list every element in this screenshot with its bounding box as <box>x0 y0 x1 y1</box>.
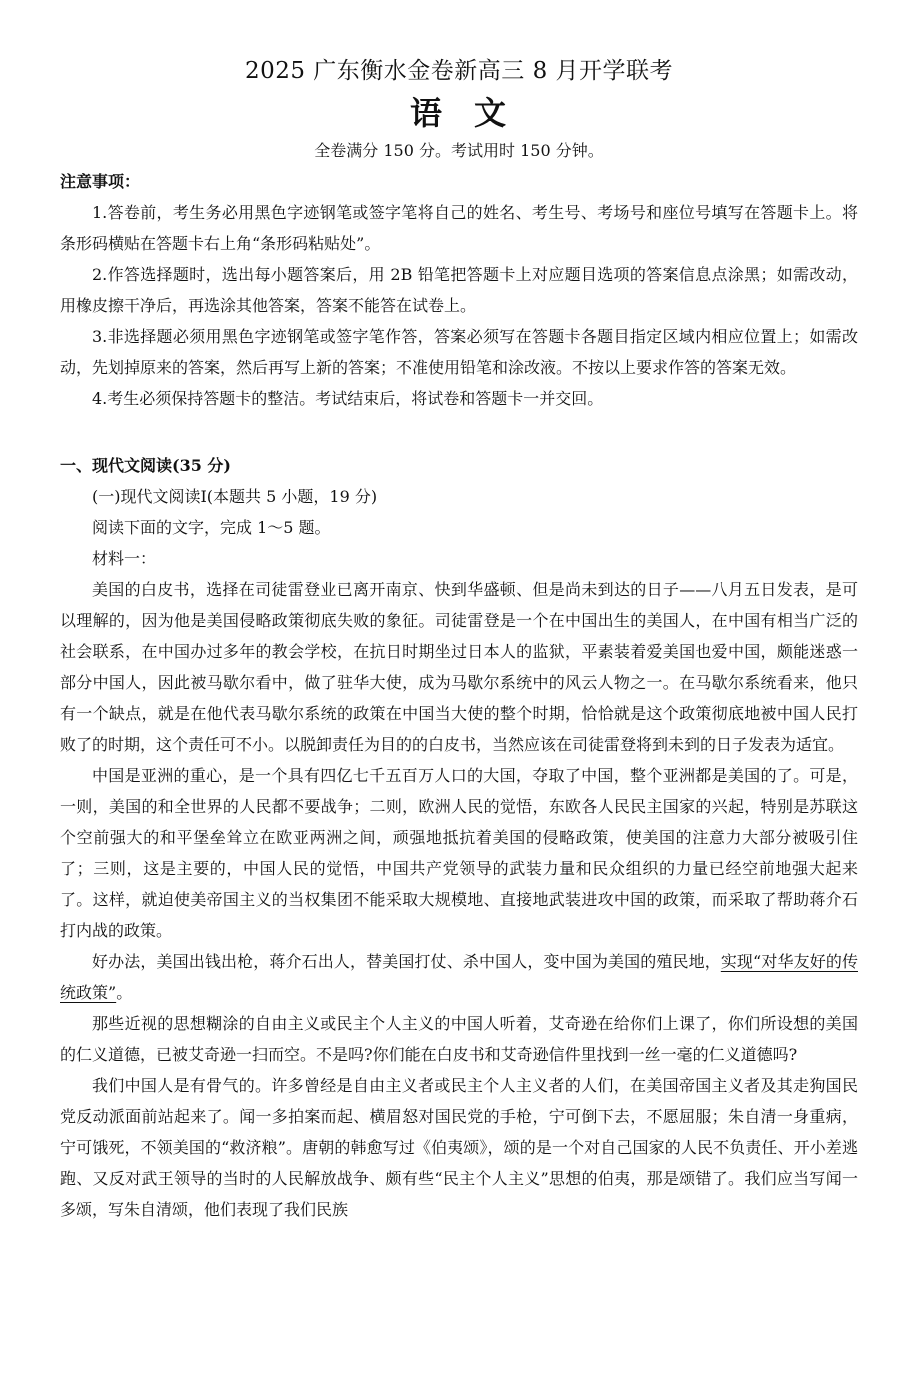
notice-item: 2.作答选择题时，选出每小题答案后，用 2B 铅笔把答题卡上对应题目选项的答案信息点涂黑；如需改动，用橡皮擦干净后，再选涂其他答案，答案不能答在试卷上。 <box>60 265 858 315</box>
material-paragraph <box>60 946 858 1008</box>
notice-item: 1.答卷前，考生务必用黑色字迹钢笔或签字笔将自己的姓名、考生号、考场号和座位号填写在答题卡上。将条形码横贴在答题卡右上角“条形码粘贴处”。 <box>60 203 858 253</box>
exam-title: 2025 广东衡水金卷新高三 8 月开学联考 <box>244 58 674 84</box>
paragraph-text: 好办法，美国出钱出枪，蒋介石出人，替美国打仗、杀中国人，变中国为美国的殖民地， <box>92 952 721 971</box>
reading-section <box>60 450 858 1225</box>
section-heading: 一、现代文阅读(35 分) <box>60 456 231 475</box>
score-info: 全卷满分 150 分。考试用时 150 分钟。 <box>314 141 604 160</box>
notice-item: 4.考生必须保持答题卡的整洁。考试结束后，将试卷和答题卡一并交回。 <box>92 389 604 408</box>
notice-block <box>60 166 858 414</box>
underlined-phrase: 实现“对华友好的传统政策” <box>60 952 858 1002</box>
section-subheading: (一)现代文阅读Ⅰ(本题共 5 小题，19 分) <box>92 487 378 506</box>
notice-item: 3.非选择题必须用黑色字迹钢笔或签字笔作答，答案必须写在答题卡各题目指定区域内相应位置上；如需改动，先划掉原来的答案，然后再写上新的答案；不准使用铅笔和涂改液。不按以上要求作答的答案无效。 <box>60 327 858 377</box>
subject-title: 语文 <box>409 94 538 132</box>
material-paragraph: 中国是亚洲的重心，是一个具有四亿七千五百万人口的大国，夺取了中国，整个亚洲都是美国的了。可是，一则，美国的和全世界的人民都不要战争；二则，欧洲人民的觉悟，东欧各人民民主国家的兴起，特别是苏联这个空前强大的和平堡垒耸立在欧亚两洲之间，顽强地抵抗着美国的侵略政策，使美国的注意力大部分被吸引住了；三则，这是主要的，中国人民的觉悟，中国共产党领导的武装力量和民众组织的力量已经空前地强大起来了。这样，就迫使美帝国主义的当权集团不能采取大规模地、直接地武装进攻中国的政策，而采取了帮助蒋介石打内战的政策。 <box>60 766 858 940</box>
material-paragraph: 那些近视的思想糊涂的自由主义或民主个人主义的中国人听着，艾奇逊在给你们上课了，你们所设想的美国的仁义道德，已被艾奇逊一扫而空。不是吗?你们能在白皮书和艾奇逊信件里找到一丝一毫的仁义道德吗? <box>60 1014 858 1064</box>
paragraph-end: 。 <box>116 983 133 1002</box>
notice-heading: 注意事项： <box>60 172 141 191</box>
material-paragraph: 美国的白皮书，选择在司徒雷登业已离开南京、快到华盛顿、但是尚未到达的日子——八月五日发表，是可以理解的，因为他是美国侵略政策彻底失败的象征。司徒雷登是一个在中国出生的美国人，在中国有相当广泛的社会联系，在中国办过多年的教会学校，在抗日时期坐过日本人的监狱，平素装着爱美国也爱中国，颇能迷惑一部分中国人，因此被马歇尔看中，做了驻华大使，成为马歇尔系统中的风云人物之一。在马歇尔系统看来，他只有一个缺点，就是在他代表马歇尔系统的政策在中国当大使的整个时期，恰恰就是这个政策彻底地被中国人民打败了的时期，这个责任可不小。以脱卸责任为目的的白皮书，当然应该在司徒雷登将到未到的日子发表为适宜。 <box>60 580 858 754</box>
material-label: 材料一： <box>92 549 157 568</box>
section-instruction: 阅读下面的文字，完成 1～5 题。 <box>92 518 331 537</box>
material-paragraph: 我们中国人是有骨气的。许多曾经是自由主义者或民主个人主义者的人们，在美国帝国主义者及其走狗国民党反动派面前站起来了。闻一多拍案而起、横眉怒对国民党的手枪，宁可倒下去，不愿屈服；朱自清一身重病，宁可饿死，不领美国的“救济粮”。唐朝的韩愈写过《伯夷颂》，颂的是一个对自己国家的人民不负责任、开小差逃跑、又反对武王领导的当时的人民解放战争、颇有些“民主个人主义”思想的伯夷，那是颂错了。我们应当写闻一多颂，写朱自清颂，他们表现了我们民族 <box>60 1076 858 1219</box>
